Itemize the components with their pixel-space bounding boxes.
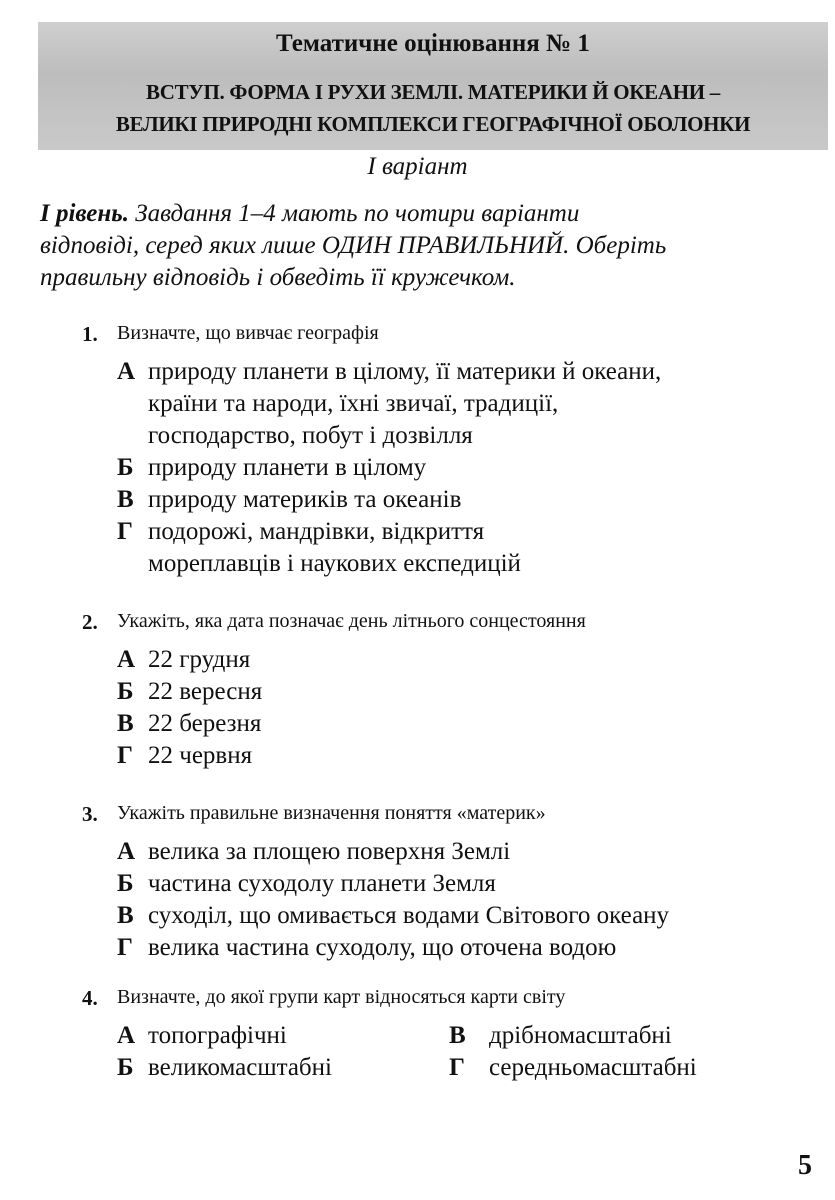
option-text[interactable]: 22 березня [148,710,262,737]
page-number: 5 [798,1150,812,1181]
question-number: 1. [82,322,98,346]
option-letter[interactable]: А [117,1022,136,1049]
option-text[interactable]: 22 грудня [148,646,251,673]
option-text[interactable]: природу планети в цілому [148,454,427,481]
question-number: 2. [82,610,98,634]
option-letter[interactable]: Г [449,1054,465,1081]
option-text[interactable]: господарство, побут і дозвілля [148,422,473,449]
option-letter[interactable]: Г [117,934,133,961]
option-text[interactable]: дрібномасштабні [489,1022,672,1049]
instructions-line-1 [40,200,785,228]
option-text[interactable]: природу материків та океанів [148,486,462,513]
option-letter[interactable]: Г [117,742,133,769]
option-letter[interactable]: А [117,358,136,385]
option-letter[interactable]: В [449,1022,466,1049]
instructions-text-1: Завдання 1–4 мають по чотири варіанти [135,200,580,227]
option-letter[interactable]: В [117,902,134,929]
question-text: Визначте, до якої групи карт відносяться карти світу [117,986,566,1008]
option-letter[interactable]: Б [117,454,134,481]
option-letter[interactable]: Б [117,678,134,705]
option-text[interactable]: великомасштабні [148,1054,332,1081]
option-letter[interactable]: А [117,838,136,865]
option-text[interactable]: середньомасштабні [489,1054,697,1081]
variant-heading: І варіант [367,153,468,180]
option-text[interactable]: 22 червня [148,742,253,769]
topic-line-2: ВЕЛИКІ ПРИРОДНІ КОМПЛЕКСИ ГЕОГРАФІЧНОЇ ОБОЛОНКИ [115,112,751,136]
option-text[interactable]: країни та народи, їхні звичаї, традиції, [148,390,559,417]
instructions-line-3: правильну відповідь і обведіть її кружечком. [40,264,516,291]
option-text[interactable]: велика за площею поверхня Землі [148,838,511,865]
option-text[interactable]: велика частина суходолу, що оточена водою [148,934,617,961]
test-title: Тематичне оцінювання № 1 [276,30,590,57]
question-text: Визначте, що вивчає географія [117,322,379,344]
option-letter[interactable]: А [117,646,136,673]
question-number: 4. [82,986,98,1010]
topic-line-1: ВСТУП. ФОРМА І РУХИ ЗЕМЛІ. МАТЕРИКИ Й ОКЕАНИ – [146,80,720,104]
option-letter[interactable]: В [117,486,134,513]
option-text[interactable]: мореплавців і наукових експедицій [148,550,521,577]
option-text[interactable]: топографічні [148,1022,287,1049]
question-text: Укажіть правильне визначення поняття «материк» [117,802,546,824]
option-letter[interactable]: В [117,710,134,737]
question-number: 3. [82,802,98,826]
level-label: І рівень. [40,200,129,227]
option-text[interactable]: 22 вересня [148,678,263,705]
option-text[interactable]: частина суходолу планети Земля [148,870,496,897]
option-letter[interactable]: Б [117,1054,134,1081]
instructions-line-2: відповіді, серед яких лише ОДИН ПРАВИЛЬНИЙ. Оберіть [40,232,667,259]
option-text[interactable]: подорожі, мандрівки, відкриття [148,518,485,545]
question-text: Укажіть, яка дата позначає день літнього сонцестояння [117,610,586,632]
option-letter[interactable]: Б [117,870,134,897]
option-text[interactable]: природу планети в цілому, її материки й океани, [148,358,662,385]
option-letter[interactable]: Г [117,518,133,545]
option-text[interactable]: суходіл, що омивається водами Світового океану [148,902,670,929]
